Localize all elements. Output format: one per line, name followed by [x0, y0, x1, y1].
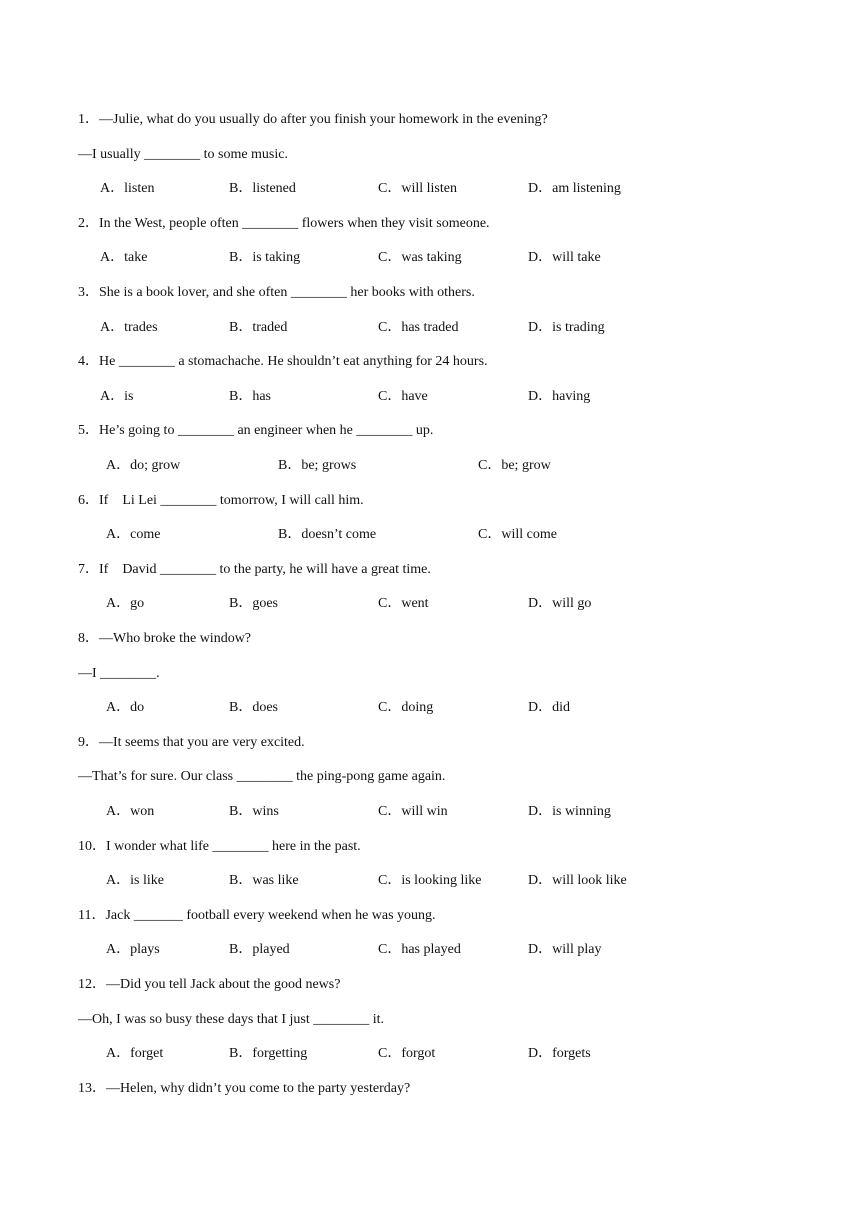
question-dialog: —I usually ________ to some music. — [78, 146, 288, 162]
answer-option[interactable]: B．does — [229, 700, 278, 716]
answer-option[interactable]: D．did — [528, 700, 570, 716]
answer-option[interactable]: B．doesn’t come — [278, 527, 377, 543]
question-stem: 1．—Julie, what do you usually do after you finish your homework in the evening? — [78, 112, 548, 127]
answer-option[interactable]: A．trades — [100, 319, 158, 335]
answer-option[interactable]: C．went — [378, 596, 429, 612]
question-dialog: —That’s for sure. Our class ________ the ping-pong game again. — [78, 769, 446, 785]
answer-option[interactable]: A．listen — [100, 181, 155, 197]
answer-option[interactable]: D．is trading — [528, 319, 605, 335]
question-stem: 3．She is a book lover, and she often ________ her books with others. — [78, 285, 475, 300]
question-stem: 6．If Li Lei ________ tomorrow, I will call him. — [78, 492, 364, 508]
answer-option[interactable]: B．be; grows — [278, 458, 357, 473]
answer-option[interactable]: D．will take — [528, 250, 601, 266]
question-stem: 5．He’s going to ________ an engineer when he ________ up. — [78, 423, 434, 439]
question-stem: 2．In the West, people often ________ flowers when they visit someone. — [78, 215, 490, 231]
answer-option[interactable]: C．was taking — [378, 250, 462, 266]
answer-option[interactable]: C．doing — [378, 700, 434, 716]
answer-option[interactable]: A．do; grow — [106, 458, 181, 473]
answer-option[interactable]: B．wins — [229, 804, 279, 819]
answer-option[interactable]: A．take — [100, 250, 148, 266]
answer-option[interactable]: A．come — [106, 527, 161, 543]
question-stem: 7．If David ________ to the party, he will have a great time. — [78, 561, 431, 577]
question-dialog: —Oh, I was so busy these days that I just ________ it. — [78, 1011, 385, 1027]
answer-option[interactable]: D．is winning — [528, 804, 611, 819]
answer-option[interactable]: D．having — [528, 388, 591, 404]
answer-option[interactable]: B．goes — [229, 596, 278, 612]
answer-option[interactable]: B．has — [229, 388, 271, 404]
answer-option[interactable]: A．plays — [106, 942, 160, 958]
answer-option[interactable]: C．forgot — [378, 1046, 436, 1062]
answer-option[interactable]: C．will win — [378, 804, 448, 819]
question-stem: 4．He ________ a stomachache. He shouldn’t eat anything for 24 hours. — [78, 354, 488, 370]
question-stem: 11．Jack _______ football every weekend when he was young. — [78, 907, 436, 923]
answer-option[interactable]: D．will go — [528, 596, 592, 612]
answer-option[interactable]: D．am listening — [528, 181, 621, 197]
question-stem: 13．—Helen, why didn’t you come to the party yesterday? — [78, 1080, 411, 1096]
answer-option[interactable]: C．has played — [378, 942, 461, 958]
answer-option[interactable]: B．traded — [229, 319, 288, 335]
question-stem: 9．—It seems that you are very excited. — [78, 734, 305, 750]
answer-option[interactable]: C．has traded — [378, 319, 459, 335]
answer-option[interactable]: C．is looking like — [378, 873, 482, 889]
answer-option[interactable]: C．will come — [478, 527, 557, 543]
answer-option[interactable]: A．forget — [106, 1046, 164, 1062]
question-stem: 12．—Did you tell Jack about the good news? — [78, 977, 341, 992]
question-stem: 10．I wonder what life ________ here in the past. — [78, 838, 361, 854]
answer-option[interactable]: C．will listen — [378, 181, 457, 197]
answer-option[interactable]: D．forgets — [528, 1046, 591, 1062]
answer-option[interactable]: A．is — [100, 388, 134, 404]
answer-option[interactable]: A．do — [106, 700, 145, 716]
answer-option[interactable]: C．have — [378, 388, 428, 404]
answer-option[interactable]: B．listened — [229, 181, 296, 197]
answer-option[interactable]: A．go — [106, 596, 145, 612]
question-stem: 8．—Who broke the window? — [78, 631, 252, 646]
answer-option[interactable]: D．will play — [528, 942, 602, 958]
answer-option[interactable]: B．played — [229, 942, 290, 958]
answer-option[interactable]: D．will look like — [528, 873, 627, 889]
answer-option[interactable]: B．was like — [229, 873, 299, 889]
answer-option[interactable]: B．is taking — [229, 250, 301, 266]
answer-option[interactable]: B．forgetting — [229, 1046, 308, 1062]
answer-option[interactable]: C．be; grow — [478, 458, 551, 473]
question-dialog: —I ________. — [78, 665, 160, 681]
answer-option[interactable]: A．won — [106, 804, 155, 819]
answer-option[interactable]: A．is like — [106, 873, 164, 889]
